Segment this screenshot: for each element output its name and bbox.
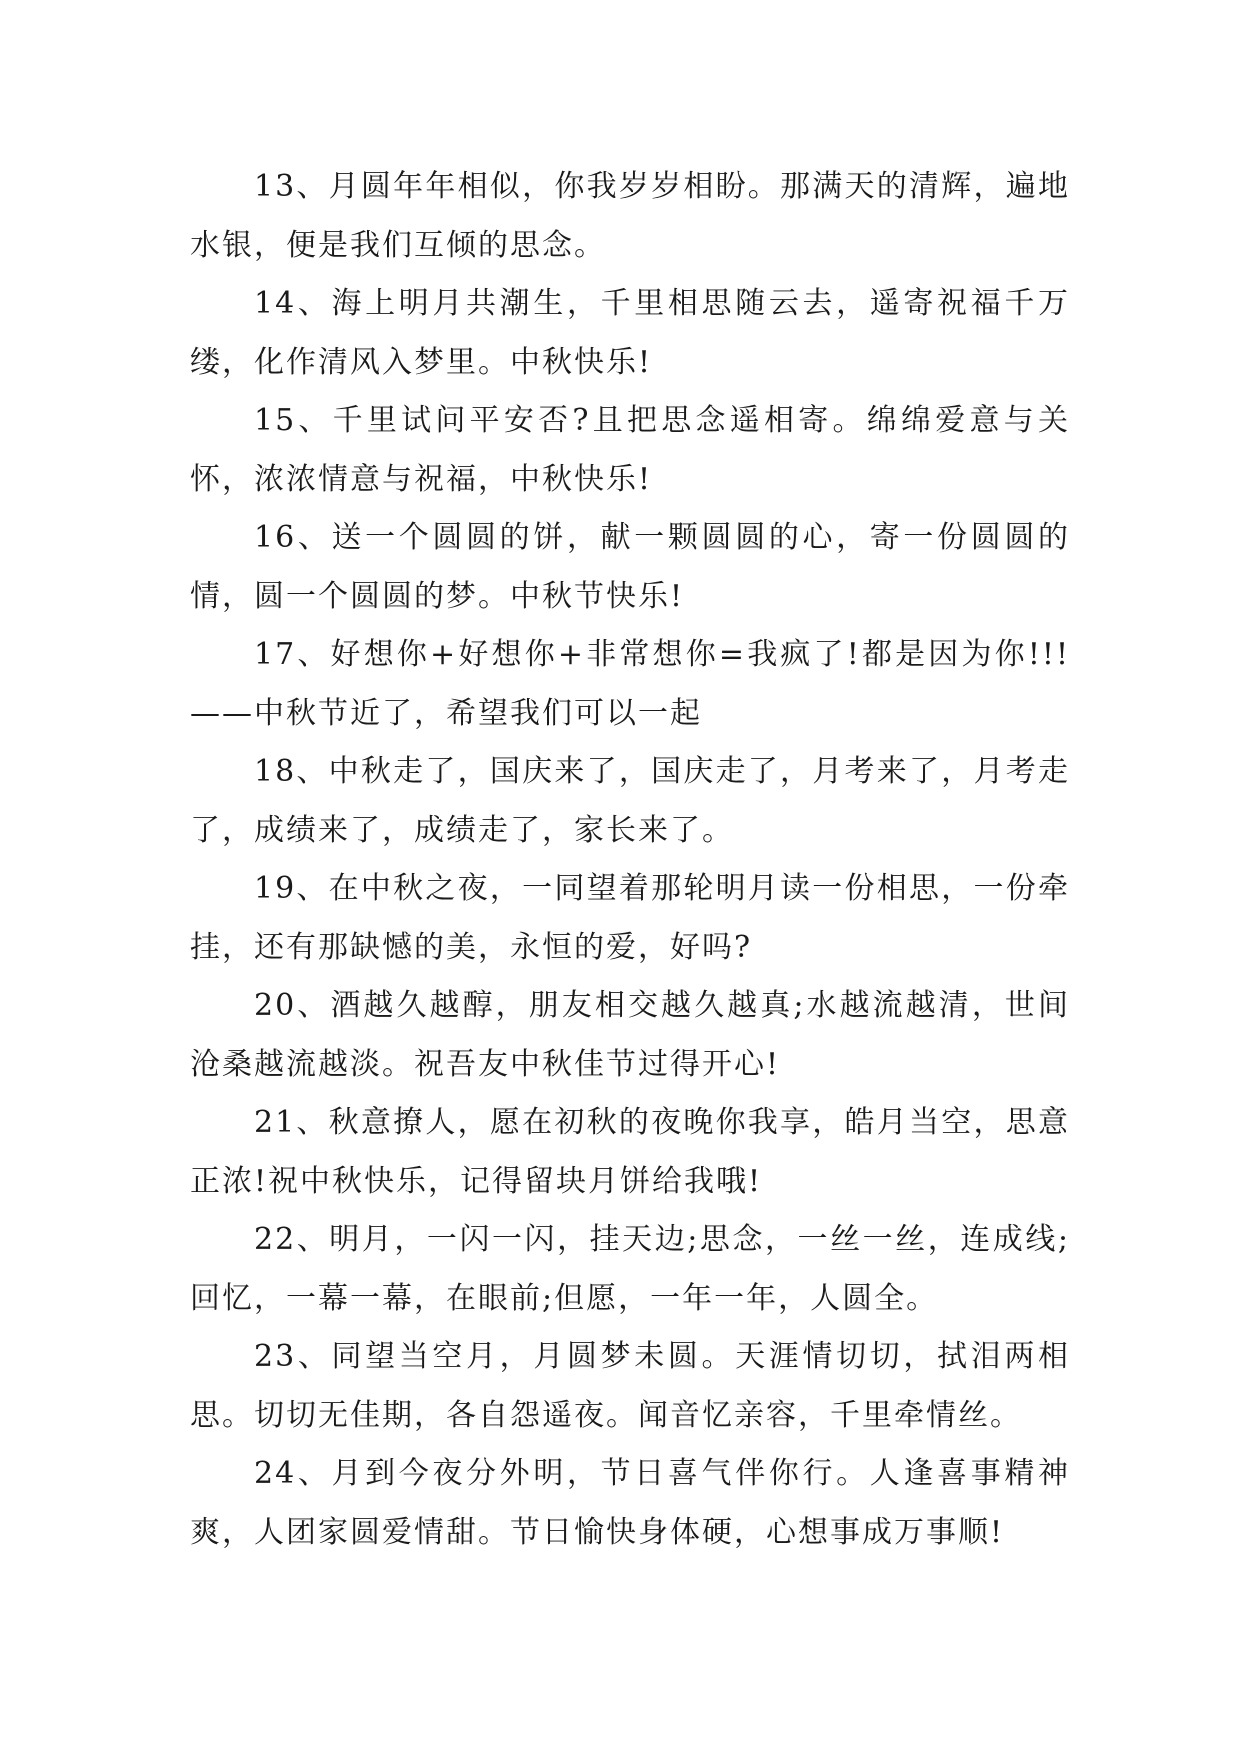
paragraph-21: 21、秋意撩人，愿在初秋的夜晚你我享，皓月当空，思意正浓!祝中秋快乐，记得留块月饼给我哦! xyxy=(190,1105,1070,1199)
paragraph-19: 19、在中秋之夜，一同望着那轮明月读一份相思，一份牵挂，还有那缺憾的美，永恒的爱，好吗? xyxy=(190,871,1070,965)
paragraph-17: 17、好想你+好想你+非常想你=我疯了!都是因为你!!!——中秋节近了，希望我们可以一起 xyxy=(190,637,1070,731)
paragraph-13: 13、月圆年年相似，你我岁岁相盼。那满天的清辉，遍地水银，便是我们互倾的思念。 xyxy=(190,169,1070,263)
paragraph-14: 14、海上明月共潮生，千里相思随云去，遥寄祝福千万缕，化作清风入梦里。中秋快乐! xyxy=(190,286,1070,380)
paragraph-18: 18、中秋走了，国庆来了，国庆走了，月考来了，月考走了，成绩来了，成绩走了，家长来了。 xyxy=(190,754,1070,848)
paragraph-20: 20、酒越久越醇，朋友相交越久越真;水越流越清，世间沧桑越流越淡。祝吾友中秋佳节过得开心! xyxy=(190,988,1070,1082)
paragraph-22: 22、明月，一闪一闪，挂天边;思念，一丝一丝，连成线;回忆，一幕一幕，在眼前;但愿，一年一年，人圆全。 xyxy=(190,1222,1070,1316)
paragraph-23: 23、同望当空月，月圆梦未圆。天涯情切切，拭泪两相思。切切无佳期，各自怨遥夜。闻音忆亲容，千里牵情丝。 xyxy=(190,1339,1070,1433)
paragraph-24: 24、月到今夜分外明，节日喜气伴你行。人逢喜事精神爽，人团家圆爱情甜。节日愉快身体硬，心想事成万事顺! xyxy=(190,1456,1070,1550)
document-body xyxy=(190,158,1070,1562)
paragraph-16: 16、送一个圆圆的饼，献一颗圆圆的心，寄一份圆圆的情，圆一个圆圆的梦。中秋节快乐! xyxy=(190,520,1070,614)
paragraph-15: 15、千里试问平安否?且把思念遥相寄。绵绵爱意与关怀，浓浓情意与祝福，中秋快乐! xyxy=(190,403,1070,497)
